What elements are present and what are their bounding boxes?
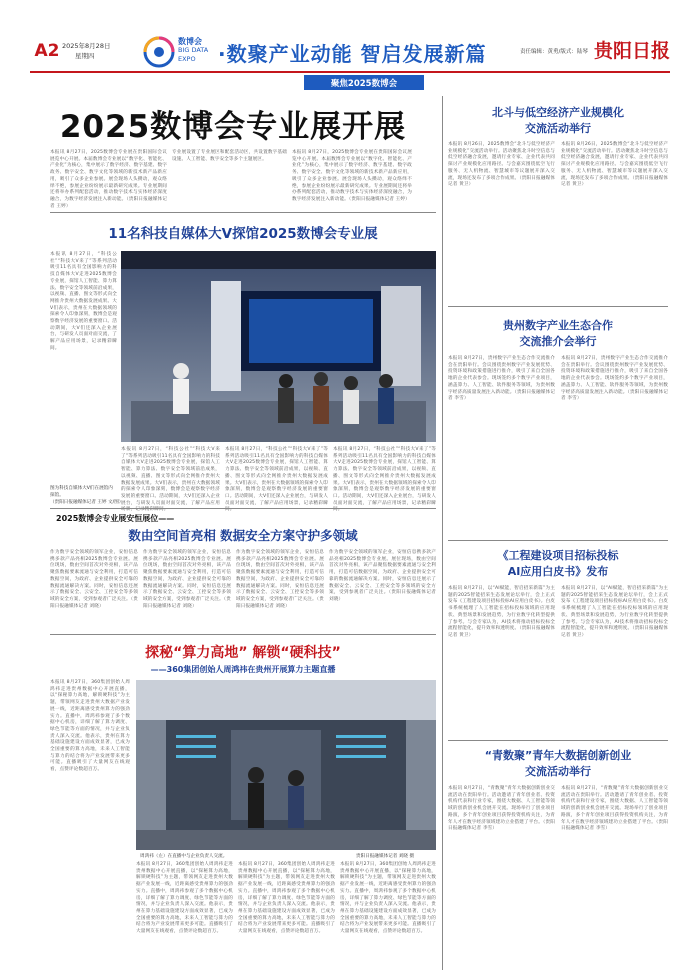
headline-whitepaper-line1: 《工程建设项目招标投标	[497, 549, 619, 562]
article-2-body-b2: 本报讯 8月27日，“科技公社”“科技大V来了”等系列活动吸引11名具有全国影响力的科技自媒体大V走进2025数博会专业展，探馆人工智能、算力算法、数字安全等领域前沿成果，以视频、直播、图文等形式向全网推介贵州大数据发展成果。大V们表示，贵州在大数据领域的探索令人印象深刻，数博会是观察数字经济发展的重要窗口。活动期间，大V们还深入企业展台，与研发人员面对面交流，了解产品应用场景，记录精彩瞬间。	[225, 447, 328, 513]
expo-name-en1: BIG DATA	[178, 46, 209, 54]
header-slogan: ·数聚产业动能 智启发展新篇	[218, 42, 487, 66]
article-r3-c1: 本报讯 8月27日，以“AI赋能，智启招采新篇”为主题的2025智能招采生态发展论坛举行，会上正式发布《工程建设项目招标投标AI应用白皮书》。白皮书系统梳理了人工智能在招标投标领域的应用现状、典型场景和发展趋势，为行业数字化转型提供了参考。与会专家认为，AI技术将推动招标投标全流程智能化，提升效率和透明度。（贵阳日报融媒体记者 黄卫）	[448, 586, 555, 638]
article-1-body-col2: 专业展设置了专业展区和配套活动区，共设置数字基础设施、人工智能、数字安全等多个主题展区。	[172, 150, 287, 162]
data-center-image	[136, 680, 436, 850]
influencers-photo-caption: 图为科技自媒体大V们在展馆内探馆。	[50, 486, 113, 498]
article-r1-c2: 本报讯 8月26日，2025数博会“北斗与低空经济产业规模化”交流活动举行。活动聚焦北斗时空信息与低空经济融合发展，邀请行业专家、企业代表共同探讨产业规模化应用路径。与会嘉宾围绕低空飞行服务、无人机物流、智慧城市等议题展开深入交流，现场还发布了多项合作成果。（贵阳日报融媒体记者 黄卫）	[561, 142, 668, 188]
editor-credits: 责任编辑：黄勇/版式：陆琴	[520, 49, 588, 55]
headline-youth-line2: 交流活动举行	[525, 765, 591, 778]
article-1-body: 本报讯 8月27日，2025数博会专业展在贵阳国际会议展览中心开展。本届数博会专业展以“数字化、智能化、产业化”为核心，集中展示了数字经济、数字基建、数字政务、数字安全、数字文化等领域的新技术新产品新应用，吸引了众多企业参展。展会现场人头攒动，观众络绎不绝，参展企业纷纷展示最新研究成果。专业展期间还将举办系列配套活动，推动数字技术与实体经济深度融合，为数字经济发展注入新动能。（贵阳日报融媒体记者 王婷）	[50, 150, 167, 209]
headline-influencers	[50, 218, 436, 246]
influencers-photo	[121, 251, 436, 442]
divider-2	[50, 508, 436, 509]
issue-date: 2025年8月28日	[62, 42, 111, 50]
divider-r2	[448, 540, 668, 541]
article-r4-c1: 本报讯 8月27日，“青数聚”青年大数据创新创业交流活动在贵阳举行。活动邀请了青年创业者、投资机构代表和行业专家，围绕大数据、人工智能等领域的创新创业机会展开交流。现场举行了创业项目路演，多个青年创业项目获得投资机构关注，为青年人才在数字经济领域建功立业搭建了平台。（贵阳日报融媒体记者 李雪）	[448, 786, 555, 832]
section-tag-text: 聚焦2025数博会	[330, 78, 398, 89]
article-3-kicker: 2025数博会专业展安恒展位——	[56, 514, 175, 523]
expo-name-cn: 数博会	[178, 37, 202, 46]
column-divider	[442, 96, 443, 970]
headline-beidou-line2: 交流活动举行	[525, 122, 591, 135]
headline-beidou	[448, 105, 668, 137]
headline-ecosystem-line1: 贵州数字产业生态合作	[503, 319, 613, 332]
page-number-badge	[34, 39, 60, 63]
article-3-body-c3: 作为数字安全领域的领军企业，安恒信息携多款产品亮相2025数博会专业展。展位现场，数由空间首次对外亮相，该产品聚焦数据要素流通与安全利用，打造可信数据空间，为政府、企业提供安全可靠的数据流通解决方案。同时，安恒信息还展示了数据安全、云安全、工控安全等多领域的安全方案，受到参观者广泛关注。（贵阳日报融媒体记者 刘晓）	[236, 550, 324, 609]
expo-name-en2: EXPO	[178, 55, 196, 63]
headline-computing	[50, 640, 436, 664]
article-3-body-c2: 作为数字安全领域的领军企业，安恒信息携多款产品亮相2025数博会专业展。展位现场，数由空间首次对外亮相，该产品聚焦数据要素流通与安全利用，打造可信数据空间，为政府、企业提供安全可靠的数据流通解决方案。同时，安恒信息还展示了数据安全、云安全、工控安全等多领域的安全方案，受到参观者广泛关注。（贵阳日报融媒体记者 刘晓）	[143, 550, 231, 609]
headline-expo-text: 2025数博会专业展开展	[59, 108, 407, 145]
divider-3	[50, 634, 436, 635]
headline-expo	[30, 98, 436, 148]
article-2-author: （贵阳日报融媒体记者 王婷 文/图）	[50, 500, 124, 505]
livestream-photo-author: 贵阳日报融媒体记者 刘晓 摄	[356, 854, 415, 859]
article-3-body-c1: 作为数字安全领域的领军企业，安恒信息携多款产品亮相2025数博会专业展。展位现场，数由空间首次对外亮相，该产品聚焦数据要素流通与安全利用，打造可信数据空间，为政府、企业提供安全可靠的数据流通解决方案。同时，安恒信息还展示了数据安全、云安全、工控安全等多领域的安全方案，受到参观者广泛关注。（贵阳日报融媒体记者 刘晓）	[50, 550, 138, 609]
article-4-body-c1: 本报讯 8月27日，360集团创始人周鸿祎走进贵州数据中心开展直播，以“探秘算力高地，解锁硬科技”为主题，带领网友走进贵州大数据产业发展一线，近距离感受贵州算力的强劲实力。直播中，周鸿祎参观了多个数据中心机房，详细了解了算力调度、绿色节能等方面的情况，并与企业负责人深入交流。他表示，贵州在算力基础设施建设方面成效显著，已成为全国重要的算力高地，未来人工智能与算力的结合将为产业发展带来更多可能。直播吸引了大量网友在线观看，点赞评论数超百万。	[50, 680, 130, 773]
header-rule	[30, 71, 670, 73]
headline-computing-text: 探秘“算力高地” 解锁“硬科技”	[145, 645, 341, 661]
article-4-body-c3: 本报讯 8月27日，360集团创始人周鸿祎走进贵州数据中心开展直播，以“探秘算力高地，解锁硬科技”为主题，带领网友走进贵州大数据产业发展一线，近距离感受贵州算力的强劲实力。直播中，周鸿祎参观了多个数据中心机房，详细了解了算力调度、绿色节能等方面的情况，并与企业负责人深入交流。他表示，贵州在算力基础设施建设方面成效显著，已成为全国重要的算力高地，未来人工智能与算力的结合将为产业发展带来更多可能。直播吸引了大量网友在线观看，点赞评论数超百万。	[238, 862, 335, 935]
article-4-body-c2: 本报讯 8月27日，360集团创始人周鸿祎走进贵州数据中心开展直播，以“探秘算力高地，解锁硬科技”为主题，带领网友走进贵州大数据产业发展一线，近距离感受贵州算力的强劲实力。直播中，周鸿祎参观了多个数据中心机房，详细了解了算力调度、绿色节能等方面的情况，并与企业负责人深入交流。他表示，贵州在算力基础设施建设方面成效显著，已成为全国重要的算力高地，未来人工智能与算力的结合将为产业发展带来更多可能。直播吸引了大量网友在线观看，点赞评论数超百万。	[136, 862, 233, 935]
issue-weekday: 星期四	[75, 52, 95, 60]
expo-logo-icon	[143, 36, 175, 68]
headline-youth-line1: “青数聚”青年大数据创新创业	[484, 749, 632, 762]
article-4-body-c4: 本报讯 8月27日，360集团创始人周鸿祎走进贵州数据中心开展直播，以“探秘算力高地，解锁硬科技”为主题，带领网友走进贵州大数据产业发展一线，近距离感受贵州算力的强劲实力。直播中，周鸿祎参观了多个数据中心机房，详细了解了算力调度、绿色节能等方面的情况，并与企业负责人深入交流。他表示，贵州在算力基础设施建设方面成效显著，已成为全国重要的算力高地，未来人工智能与算力的结合将为产业发展带来更多可能。直播吸引了大量网友在线观看，点赞评论数超百万。	[340, 862, 436, 935]
article-3-body-c4: 作为数字安全领域的领军企业，安恒信息携多款产品亮相2025数博会专业展。展位现场，数由空间首次对外亮相，该产品聚焦数据要素流通与安全利用，打造可信数据空间，为政府、企业提供安全可靠的数据流通解决方案。同时，安恒信息还展示了数据安全、云安全、工控安全等多领域的安全方案，受到参观者广泛关注。（贵阳日报融媒体记者 刘晓）	[329, 550, 436, 602]
masthead: 贵阳日报	[594, 40, 671, 62]
article-4-subtitle: ——360集团创始人周鸿祎在贵州开展算力主题直播	[150, 665, 336, 674]
expo-logo	[143, 36, 175, 68]
livestream-photo-caption: 周鸿祎（左）在直播中与企业负责人交流。	[140, 854, 228, 859]
article-1-body-col3: 本报讯 8月27日，2025数博会专业展在贵阳国际会议展览中心开展。本届数博会专业展以“数字化、智能化、产业化”为核心，集中展示了数字经济、数字基建、数字政务、数字安全、数字文化等领域的新技术新产品新应用，吸引了众多企业参展。展会现场人头攒动，观众络绎不绝，参展企业纷纷展示最新研究成果。专业展期间还将举办系列配套活动，推动数字技术与实体经济深度融合，为数字经济发展注入新动能。（贵阳日报融媒体记者 王婷）	[292, 150, 412, 202]
article-2-body-b1: 本报讯 8月27日，“科技公社”“科技大V来了”等系列活动吸引11名具有全国影响力的科技自媒体大V走进2025数博会专业展，探馆人工智能、算力算法、数字安全等领域前沿成果，以视频、直播、图文等形式向全网推介贵州大数据发展成果。大V们表示，贵州在大数据领域的探索令人印象深刻，数博会是观察数字经济发展的重要窗口。活动期间，大V们还深入企业展台，与研发人员面对面交流，了解产品应用场景，记录精彩瞬间。	[121, 447, 220, 513]
headline-whitepaper	[448, 548, 668, 580]
headline-beidou-line1: 北斗与低空经济产业规模化	[492, 106, 624, 119]
section-tag	[304, 75, 424, 90]
article-2-body: 本报讯 8月27日，“科技公社”“科技大V来了”等系列活动吸引11名具有全国影响力的科技自媒体大V走进2025数博会专业展，探馆人工智能、算力算法、数字安全等领域前沿成果，以视频、直播、图文等形式向全网推介贵州大数据发展成果。大V们表示，贵州在大数据领域的探索令人印象深刻，数博会是观察数字经济发展的重要窗口。活动期间，大V们还深入企业展台，与研发人员面对面交流，了解产品应用场景，记录精彩瞬间。	[50, 252, 117, 351]
divider-r1	[448, 306, 668, 307]
article-2-body-b3: 本报讯 8月27日，“科技公社”“科技大V来了”等系列活动吸引11名具有全国影响力的科技自媒体大V走进2025数博会专业展，探馆人工智能、算力算法、数字安全等领域前沿成果，以视频、直播、图文等形式向全网推介贵州大数据发展成果。大V们表示，贵州在大数据领域的探索令人印象深刻，数博会是观察数字经济发展的重要窗口。活动期间，大V们还深入企业展台，与研发人员面对面交流，了解产品应用场景，记录精彩瞬间。	[333, 447, 436, 513]
headline-security-text: 数由空间首亮相 数据安全方案守护多领域	[128, 528, 358, 543]
headline-ecosystem	[448, 318, 668, 350]
headline-whitepaper-line2: AI应用白皮书》发布	[507, 565, 609, 578]
page-number: A2	[34, 41, 60, 61]
headline-ecosystem-line2: 交流推介会举行	[519, 335, 597, 348]
article-r4-c2: 本报讯 8月27日，“青数聚”青年大数据创新创业交流活动在贵阳举行。活动邀请了青年创业者、投资机构代表和行业专家，围绕大数据、人工智能等领域的创新创业机会展开交流。现场举行了创业项目路演，多个青年创业项目获得投资机构关注，为青年人才在数字经济领域建功立业搭建了平台。（贵阳日报融媒体记者 李雪）	[561, 786, 668, 832]
headline-security	[50, 525, 436, 545]
article-r2-c1: 本报讯 8月27日，贵州数字产业生态合作交流推介会在贵阳举行。会议围绕贵州数字产业发展优势、投资环境和政策措施进行推介，吸引了来自全国各地的企业代表参会。现场签约多个数字产业项目，涵盖算力、人工智能、软件服务等领域，为贵州数字经济高质量发展注入新动能。（贵阳日报融媒体记者 李雪）	[448, 356, 555, 402]
article-r3-c2: 本报讯 8月27日，以“AI赋能，智启招采新篇”为主题的2025智能招采生态发展论坛举行，会上正式发布《工程建设项目招标投标AI应用白皮书》。白皮书系统梳理了人工智能在招标投标领域的应用现状、典型场景和发展趋势，为行业数字化转型提供了参考。与会专家认为，AI技术将推动招标投标全流程智能化，提升效率和透明度。（贵阳日报融媒体记者 黄卫）	[561, 586, 668, 638]
headline-youth	[448, 748, 668, 780]
divider-r3	[448, 740, 668, 741]
headline-influencers-text: 11名科技自媒体大V探馆2025数博会专业展	[108, 226, 378, 242]
article-r2-c2: 本报讯 8月27日，贵州数字产业生态合作交流推介会在贵阳举行。会议围绕贵州数字产业发展优势、投资环境和政策措施进行推介，吸引了来自全国各地的企业代表参会。现场签约多个数字产业项目，涵盖算力、人工智能、软件服务等领域，为贵州数字经济高质量发展注入新动能。（贵阳日报融媒体记者 李雪）	[561, 356, 668, 402]
livestream-photo	[136, 680, 436, 850]
exhibition-hall-image	[121, 251, 436, 442]
article-r1-c1: 本报讯 8月26日，2025数博会“北斗与低空经济产业规模化”交流活动举行。活动聚焦北斗时空信息与低空经济融合发展，邀请行业专家、企业代表共同探讨产业规模化应用路径。与会嘉宾围绕低空飞行服务、无人机物流、智慧城市等议题展开深入交流，现场还发布了多项合作成果。（贵阳日报融媒体记者 黄卫）	[448, 142, 555, 188]
page-header	[0, 30, 700, 94]
divider-1	[50, 212, 436, 213]
